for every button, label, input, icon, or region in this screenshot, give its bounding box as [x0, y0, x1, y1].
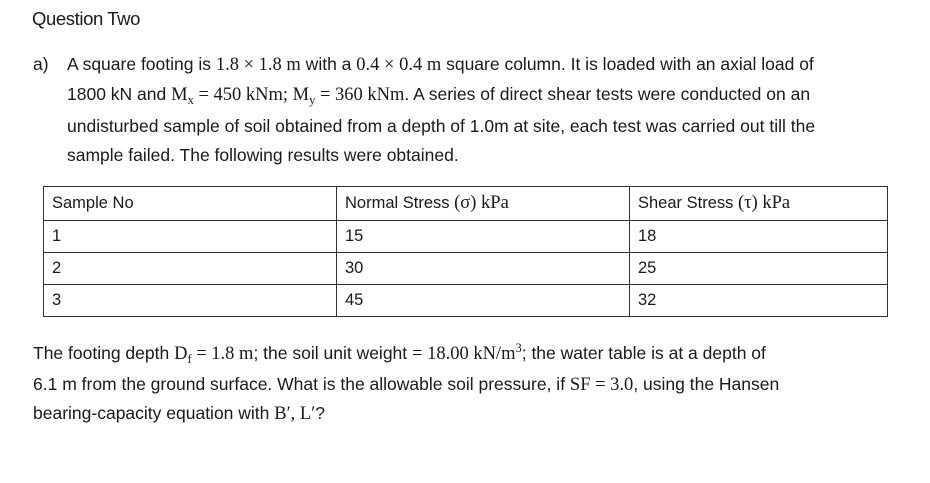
text-span: The footing depth — [33, 343, 175, 363]
question-title: Question Two — [32, 8, 140, 29]
cell-sample: 3 — [44, 285, 337, 317]
text-span: ; the soil unit weight — [253, 343, 413, 363]
paragraph-line-1 — [67, 54, 814, 76]
paragraph-line-4: sample failed. The following results were obtained. — [67, 145, 459, 165]
cell-shear-stress: 32 — [630, 285, 888, 317]
text-span: with a — [300, 54, 357, 74]
safety-factor: SF = 3.0 — [569, 375, 634, 395]
subscript: x — [187, 93, 194, 107]
footing-dimension: 1.8 × 1.8 m — [215, 55, 301, 75]
table-header-row — [44, 187, 888, 221]
header-text: Sample No — [52, 194, 134, 212]
text-span: A square footing is — [67, 54, 216, 74]
header-text: Shear Stress — [638, 194, 738, 212]
value: = 18.00 kN/m — [412, 344, 516, 364]
effective-dimensions: B′, L′ — [274, 404, 316, 424]
header-unit: (σ) kPa — [454, 193, 509, 213]
subscript: f — [187, 352, 192, 366]
header-normal-stress — [337, 187, 630, 221]
header-sample-no — [44, 187, 337, 221]
footing-depth — [174, 344, 253, 364]
symbol: M — [292, 85, 310, 105]
text-span: ? — [315, 403, 325, 423]
cell-normal-stress: 30 — [337, 253, 630, 285]
footer-line-1 — [33, 343, 766, 365]
unit-weight — [412, 341, 522, 364]
cell-shear-stress: 18 — [630, 221, 888, 253]
text-span: square column. It is loaded with an axial load of — [441, 54, 814, 74]
value: = 360 kNm — [315, 85, 405, 105]
shear-test-table — [43, 186, 888, 317]
table-row — [44, 253, 888, 285]
table-row — [44, 285, 888, 317]
column-dimension: 0.4 × 0.4 m — [356, 55, 442, 75]
subscript: y — [309, 93, 316, 107]
moment-y — [293, 85, 405, 105]
symbol: D — [174, 344, 188, 364]
value: = 1.8 m — [191, 344, 254, 364]
paragraph-line-2 — [67, 84, 810, 106]
part-label: a) — [33, 54, 49, 74]
paragraph-line-3: undisturbed sample of soil obtained from a depth of 1.0m at site, each test was carried out till the — [67, 116, 816, 136]
text-span: 6.1 m from the ground surface. What is the allowable soil pressure, if — [33, 374, 570, 394]
moment-x — [171, 85, 293, 105]
header-shear-stress — [630, 187, 888, 221]
text-span: bearing-capacity equation with — [33, 403, 275, 423]
text-span: , using the Hansen — [633, 374, 780, 394]
cell-normal-stress: 15 — [337, 221, 630, 253]
header-text: Normal Stress — [345, 194, 455, 212]
cell-shear-stress: 25 — [630, 253, 888, 285]
text-span: . A series of direct shear tests were conducted on an — [404, 84, 811, 104]
symbol: M — [171, 85, 188, 105]
cell-normal-stress: 45 — [337, 285, 630, 317]
superscript: 3 — [515, 341, 522, 355]
table-row — [44, 221, 888, 253]
value: = 450 kNm; — [193, 85, 293, 105]
footer-line-2 — [33, 374, 779, 396]
text-span: 1800 kN and — [67, 84, 172, 104]
cell-sample: 2 — [44, 253, 337, 285]
footer-line-3 — [33, 403, 325, 425]
text-span: ; the water table is at a depth of — [521, 343, 766, 363]
header-unit: (τ) kPa — [737, 193, 791, 213]
cell-sample: 1 — [44, 221, 337, 253]
